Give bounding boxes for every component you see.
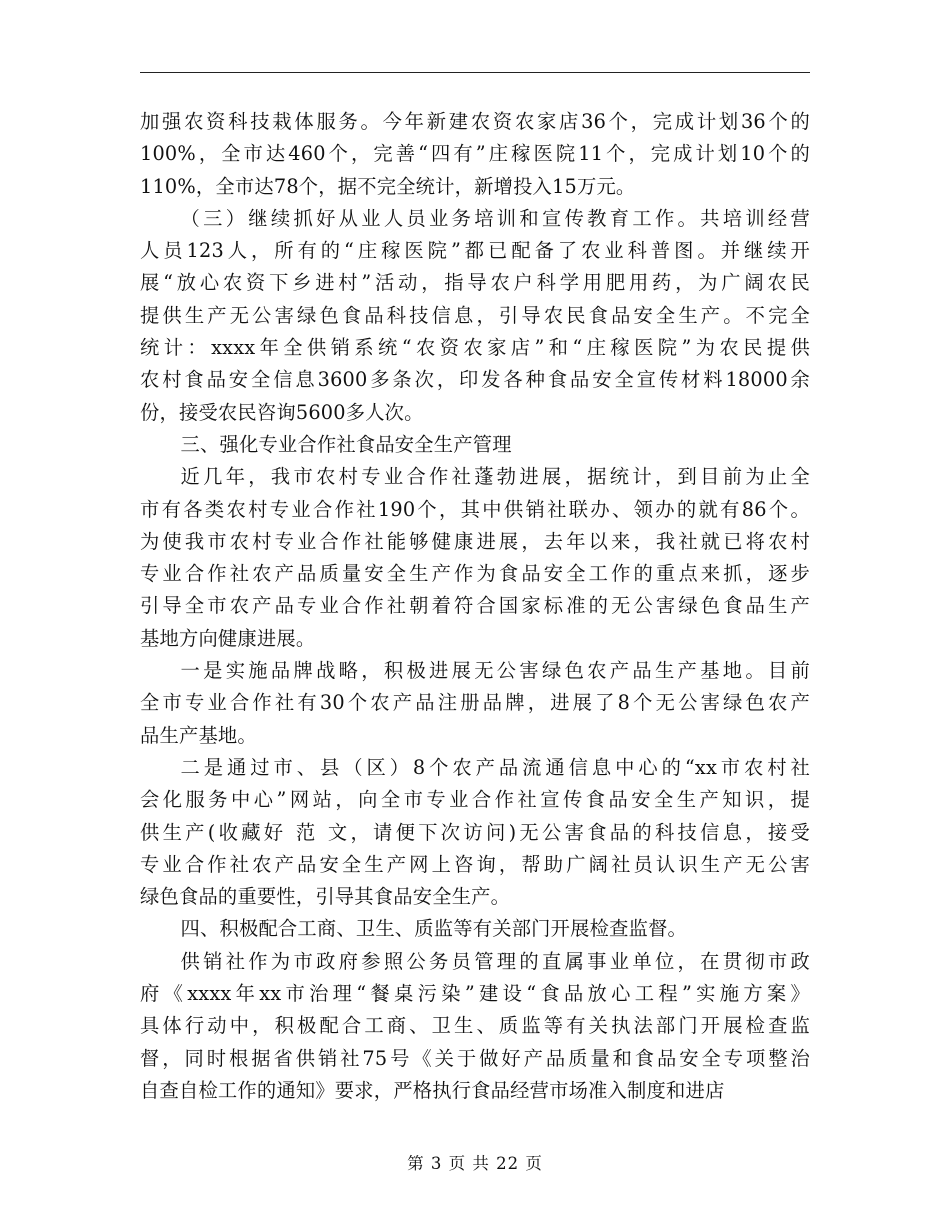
paragraph (140, 655, 810, 752)
text-line: 近几年，我市农村专业合作社蓬勃进展，据统计，到目前为止全 (180, 465, 810, 489)
header-rule (140, 72, 810, 73)
text-line: 一是实施品牌战略，积极进展无公害绿色农产品生产基地。目前 (180, 659, 810, 683)
text-line: 会化服务中心”网站，向全市专业合作社宣传食品安全生产知识，提 (140, 788, 810, 812)
text-line: 加强农资科技栽体服务。今年新建农资农家店36个，完成计划36个的 (140, 110, 810, 133)
text-line: 具体行动中，积极配合工商、卫生、质监等有关执法部门开展检查监 (140, 1014, 810, 1038)
text-line: 展“放心农资下乡进村”活动，指导农户科学用肥用药，为广阔农民 (140, 271, 810, 295)
text-line: 自查自检工作的通知》要求，严格执行食品经营市场准入制度和进店 (140, 1078, 725, 1102)
text-line: 农村食品安全信息3600多条次，印发各种食品安全宣传材料18000余 (140, 368, 810, 392)
text-line: 专业合作社农产品质量安全生产作为食品安全工作的重点来抓，逐步 (140, 562, 810, 586)
paragraph (140, 946, 810, 1107)
text-line: 份，接受农民咨询5600多人次。 (140, 400, 424, 424)
text-line: 110%，全市达78个，据不完全统计，新增投入15万元。 (140, 174, 636, 198)
paragraph (140, 913, 810, 945)
text-line: 二是通过市、县（区）8个农产品流通信息中心的“xx市农村社 (180, 755, 810, 779)
text-line: 四、积极配合工商、卫生、质监等有关部门开展检查监督。 (180, 917, 688, 941)
document-body (140, 106, 810, 1107)
text-line: 引导全市农产品专业合作社朝着符合国家标准的无公害绿色食品生产 (140, 594, 810, 618)
text-line: 全市专业合作社有30个农产品注册品牌，进展了8个无公害绿色农产 (140, 691, 810, 715)
text-line: 供生产(收藏好 范 文，请便下次访问)无公害食品的科技信息，接受 (140, 820, 810, 844)
paragraph (140, 106, 810, 203)
text-line: 三、强化专业合作社食品安全生产管理 (180, 432, 512, 456)
paragraph (140, 203, 810, 429)
text-line: 品生产基地。 (140, 723, 257, 747)
text-line: 人员123人，所有的“庄稼医院”都已配备了农业科普图。并继续开 (140, 239, 810, 263)
text-line: 督，同时根据省供销社75号《关于做好产品质量和食品安全专项整治 (140, 1046, 810, 1070)
text-line: 府《xxxx年xx市治理“餐桌污染”建设“食品放心工程”实施方案》 (140, 982, 810, 1006)
text-line: 统计：xxxx年全供销系统“农资农家店”和“庄稼医院”为农民提供 (140, 336, 810, 360)
paragraph (140, 461, 810, 655)
text-line: 市有各类农村专业合作社190个，其中供销社联办、领办的就有86个。 (140, 497, 810, 521)
text-line: （三）继续抓好从业人员业务培训和宣传教育工作。共培训经营 (180, 206, 810, 230)
text-line: 绿色食品的重要性，引导其食品安全生产。 (140, 885, 511, 909)
paragraph (140, 429, 810, 461)
text-line: 供销社作为市政府参照公务员管理的直属事业单位，在贯彻市政 (180, 949, 810, 973)
text-line: 提供生产无公害绿色食品科技信息，引导农民食品安全生产。不完全 (140, 303, 810, 327)
text-line: 基地方向健康进展。 (140, 626, 316, 650)
paragraph (140, 752, 810, 913)
text-line: 为使我市农村专业合作社能够健康进展，去年以来，我社就已将农村 (140, 529, 810, 553)
text-line: 100%，全市达460个，完善“四有”庄稼医院11个，完成计划10个的 (140, 142, 810, 166)
text-line: 专业合作社农产品安全生产网上咨询，帮助广阔社员认识生产无公害 (140, 852, 810, 876)
page-footer: 第 3 页 共 22 页 (407, 1154, 543, 1173)
